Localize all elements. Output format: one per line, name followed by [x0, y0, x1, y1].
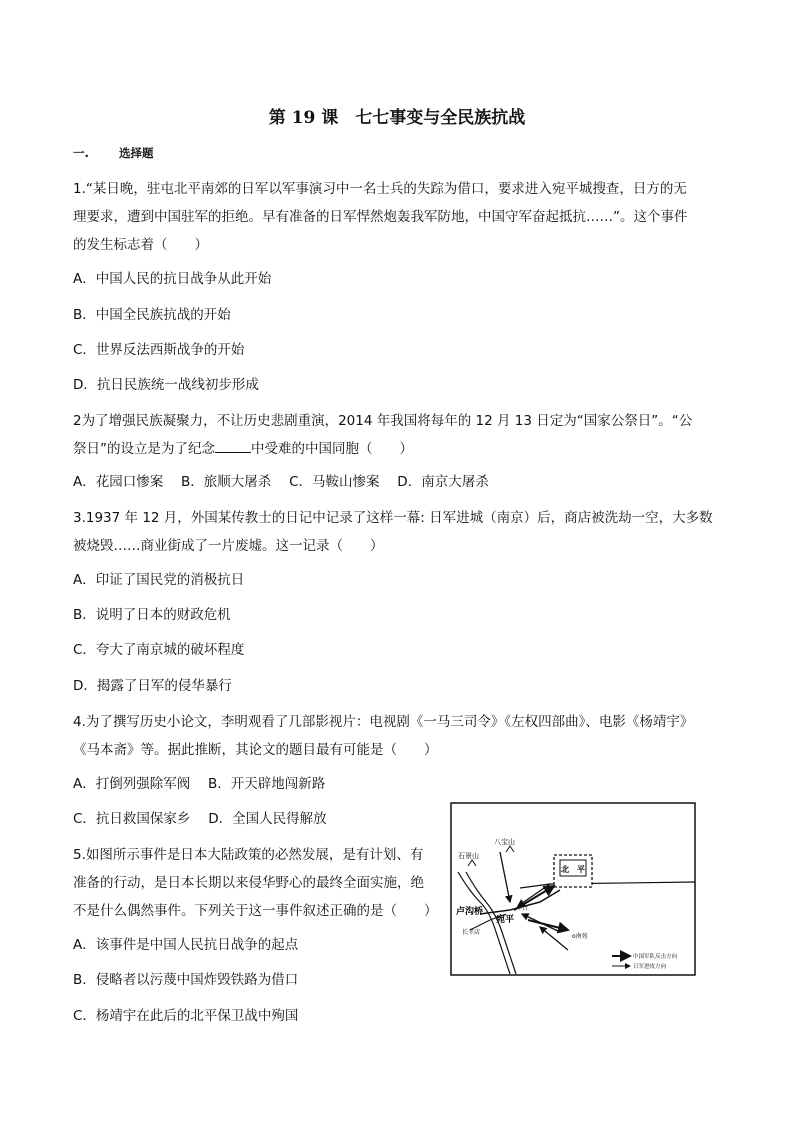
q3-option-a: A．印证了国民党的消极抗日	[73, 572, 245, 588]
q2-stem-line-1: 2为了增强民族凝聚力，不让历史悲剧重演，2014 年我国将每年的 12 月 13 日定为“国家公祭日”。“公	[73, 413, 693, 429]
q4-stem-line-1: 4.为了撰写历史小论文，李明观看了几部影视片：电视剧《一马三司令》《左权四部曲》、电影《杨靖宇》	[73, 714, 694, 730]
q1-stem-line-2: 理要求，遭到中国驻军的拒绝。早有准备的日军悍然炮轰我军防地，中国守军奋起抵抗……”。这个事件	[73, 209, 688, 225]
q5-option-b: B．侵略者以污蔑中国炸毁铁路为借口	[73, 972, 299, 988]
q1-stem-line-3: 的发生标志着（ ）	[73, 237, 208, 253]
q1-option-b: B．中国全民族抗战的开始	[73, 307, 231, 323]
label-wanping: 宛平	[496, 915, 515, 925]
q3-stem-line-1: 3.1937 年 12 月，外国某传教士的日记中记录了这样一幕: 日军进城（南京）后，商店被洗劫一空，大多数	[73, 510, 713, 526]
page-title: 第 19 课 七七事变与全民族抗战	[268, 108, 526, 128]
q5-option-c: C．杨靖宇在此后的北平保卫战中殉国	[73, 1008, 299, 1024]
q3-stem-line-2: 被烧毁……商业街成了一片废墟。这一记录（ ）	[73, 538, 384, 554]
q1-option-a: A．中国人民的抗日战争从此开始	[73, 271, 272, 287]
section-heading	[73, 145, 154, 161]
q5-stem-line-3: 不是什么偶然事件。下列关于这一事件叙述正确的是（ ）	[73, 903, 438, 919]
q5-stem-line-1: 5.如图所示事件是日本大陆政策的必然发展，是有计划、有	[73, 847, 424, 863]
section-number: 一.	[73, 146, 89, 160]
label-babaoshan: 八宝山	[494, 838, 515, 846]
label-shijingshan: 石景山	[458, 852, 479, 860]
q1-stem-line-1: 1.“某日晚，驻屯北平南郊的日军以军事演习中一名士兵的失踪为借口，要求进入宛平城搜查，日方的无	[73, 181, 687, 197]
label-lugouqiao: 卢沟桥	[456, 907, 484, 917]
legend-japan-label: 日军进攻方向	[633, 964, 667, 970]
q1-option-d: D．抗日民族统一战线初步形成	[73, 377, 259, 393]
q5-stem-line-2: 准备的行动，是日本长期以来侵华野心的最终全面实施，绝	[73, 875, 424, 891]
label-fengtai: 丰台	[516, 905, 529, 912]
label-beiping: 北 平	[561, 865, 585, 874]
q5-option-a: A．该事件是中国人民抗日战争的起点	[73, 937, 299, 953]
map-frame	[451, 803, 695, 975]
section-label: 选择题	[119, 146, 154, 160]
q2-options: A．花园口惨案 B．旅顺大屠杀 C．马鞍山惨案 D．南京大屠杀	[73, 474, 489, 490]
q1-option-c: C．世界反法西斯战争的开始	[73, 342, 245, 358]
legend-china-label: 中国军队反击方向	[633, 954, 678, 960]
q4-options-cd: C．抗日救国保家乡 D．全国人民得解放	[73, 811, 327, 827]
q4-options-ab: A．打倒列强除军阀 B．开天辟地闯新路	[73, 776, 326, 792]
q3-option-b: B．说明了日本的财政危机	[73, 607, 231, 623]
q2-stem-prefix: 祭日”的设立是为了纪念	[73, 441, 215, 457]
q2-stem-suffix: 中受难的中国同胞（ ）	[251, 441, 413, 457]
label-changxindian: 长辛店	[462, 929, 481, 936]
lugouqiao-incident-map	[450, 802, 696, 976]
q3-option-d: D．揭露了日军的侵华暴行	[73, 678, 232, 694]
answer-blank	[215, 440, 251, 453]
q4-stem-line-2: 《马本斋》等。据此推断，其论文的题目最有可能是（ ）	[73, 742, 438, 758]
q2-stem-line-2	[73, 437, 413, 457]
label-nanyuan: o南苑	[572, 933, 588, 940]
q3-option-c: C．夸大了南京城的破坏程度	[73, 642, 245, 658]
